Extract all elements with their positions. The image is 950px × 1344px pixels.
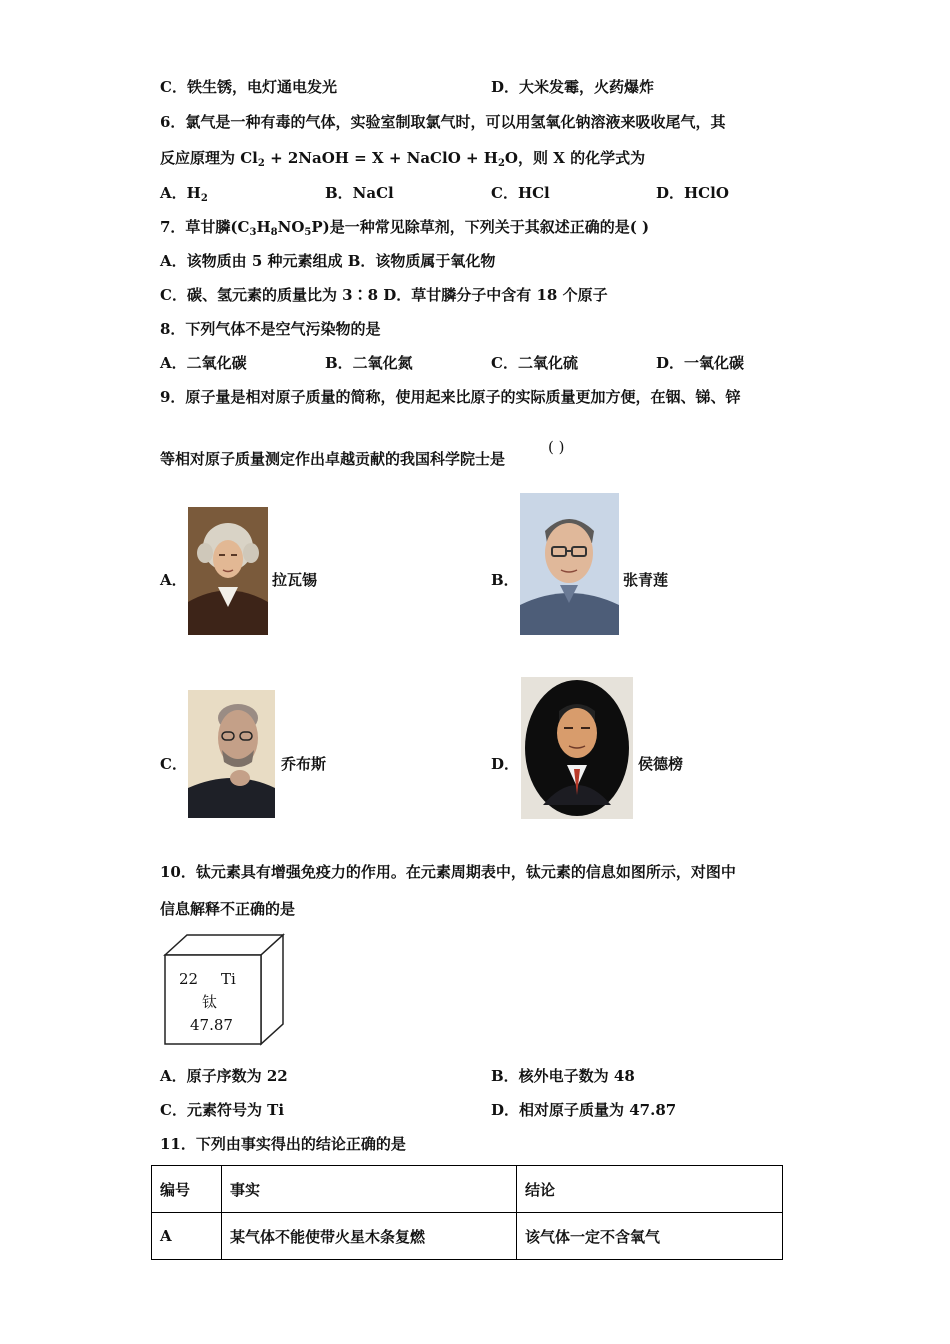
- q9-option-a-name: 拉瓦锡: [272, 571, 318, 589]
- table-header-row: [152, 1166, 783, 1213]
- q8-option-b: B．二氧化氮: [325, 354, 413, 372]
- q6-option-a: A．$H_2$: [160, 184, 208, 204]
- q9-option-d-label: D．: [491, 755, 520, 773]
- header-number: 编号: [152, 1166, 222, 1213]
- q10-option-a: A．原子序数为 22: [160, 1067, 288, 1085]
- header-fact: 事实: [222, 1166, 517, 1213]
- q10-stem-line2: 信息解释不正确的是: [160, 900, 296, 918]
- zhang-qinglian-portrait: [520, 493, 619, 635]
- jobs-portrait: [188, 690, 275, 818]
- q6-stem-line2: 反应原理为 $Cl_2$ + 2NaOH = X + NaClO + $H_2O$，则 X 的化学式为: [160, 149, 646, 169]
- row-number: A: [152, 1213, 222, 1260]
- q9-answer-paren: ( ): [548, 438, 565, 456]
- q10-option-d: D．相对原子质量为 47.87: [491, 1101, 677, 1119]
- q11-stem: 11．下列由事实得出的结论正确的是: [160, 1135, 406, 1153]
- q6-option-d: D．HClO: [656, 184, 729, 202]
- q5-option-c: C．铁生锈，电灯通电发光: [160, 78, 337, 96]
- q9-option-c-name: 乔布斯: [281, 755, 327, 773]
- header-conclusion: 结论: [517, 1166, 783, 1213]
- q8-option-d: D．一氧化碳: [656, 354, 745, 372]
- periodic-element-cell: [162, 933, 288, 1047]
- q9-stem-line1: 9．原子量是相对原子质量的简称，使用起来比原子的实际质量更加方便，在铟、锑、锌: [160, 388, 741, 406]
- q6-option-b: B．NaCl: [325, 184, 394, 202]
- q6-option-c: C．HCl: [491, 184, 550, 202]
- q10-stem-line1: 10．钛元素具有增强免疫力的作用。在元素周期表中，钛元素的信息如图所示，对图中: [160, 863, 736, 881]
- q10-option-c: C．元素符号为 Ti: [160, 1101, 285, 1119]
- q7-options-ab: A．该物质由 5 种元素组成 B．该物质属于氧化物: [160, 252, 496, 270]
- q7-stem: 7．草甘膦$(C_3H_8NO_5P)$是一种常见除草剂，下列关于其叙述正确的是( ): [160, 218, 650, 238]
- q8-option-a: A．二氧化碳: [160, 354, 247, 372]
- element-name: 钛: [202, 993, 218, 1011]
- q9-option-b-name: 张青莲: [623, 571, 669, 589]
- q9-option-c-label: C．: [160, 755, 187, 773]
- q7-options-cd: C．碳、氢元素的质量比为 3∶8 D．草甘膦分子中含有 18 个原子: [160, 286, 608, 304]
- q5-option-d: D．大米发霉，火药爆炸: [491, 78, 655, 96]
- table-row: [152, 1213, 783, 1260]
- hou-debang-portrait: [521, 677, 633, 819]
- q8-stem: 8．下列气体不是空气污染物的是: [160, 320, 381, 338]
- lavoisier-portrait: [188, 507, 268, 635]
- element-symbol: Ti: [221, 970, 236, 988]
- q9-option-d-name: 侯德榜: [638, 755, 684, 773]
- row-fact: 某气体不能使带火星木条复燃: [222, 1213, 517, 1260]
- atomic-mass: 47.87: [190, 1016, 233, 1034]
- q9-option-b-label: B．: [491, 571, 519, 589]
- q6-stem-line1: 6．氯气是一种有毒的气体，实验室制取氯气时，可以用氢氧化钠溶液来吸收尾气，其: [160, 113, 726, 131]
- atomic-number: 22: [179, 970, 199, 988]
- q10-option-b: B．核外电子数为 48: [491, 1067, 635, 1085]
- row-conclusion: 该气体一定不含氧气: [517, 1213, 783, 1260]
- q8-option-c: C．二氧化硫: [491, 354, 578, 372]
- q11-table: [151, 1165, 783, 1260]
- q9-option-a-label: A．: [160, 571, 187, 589]
- q9-stem-line2: 等相对原子质量测定作出卓越贡献的我国科学院士是: [160, 450, 506, 468]
